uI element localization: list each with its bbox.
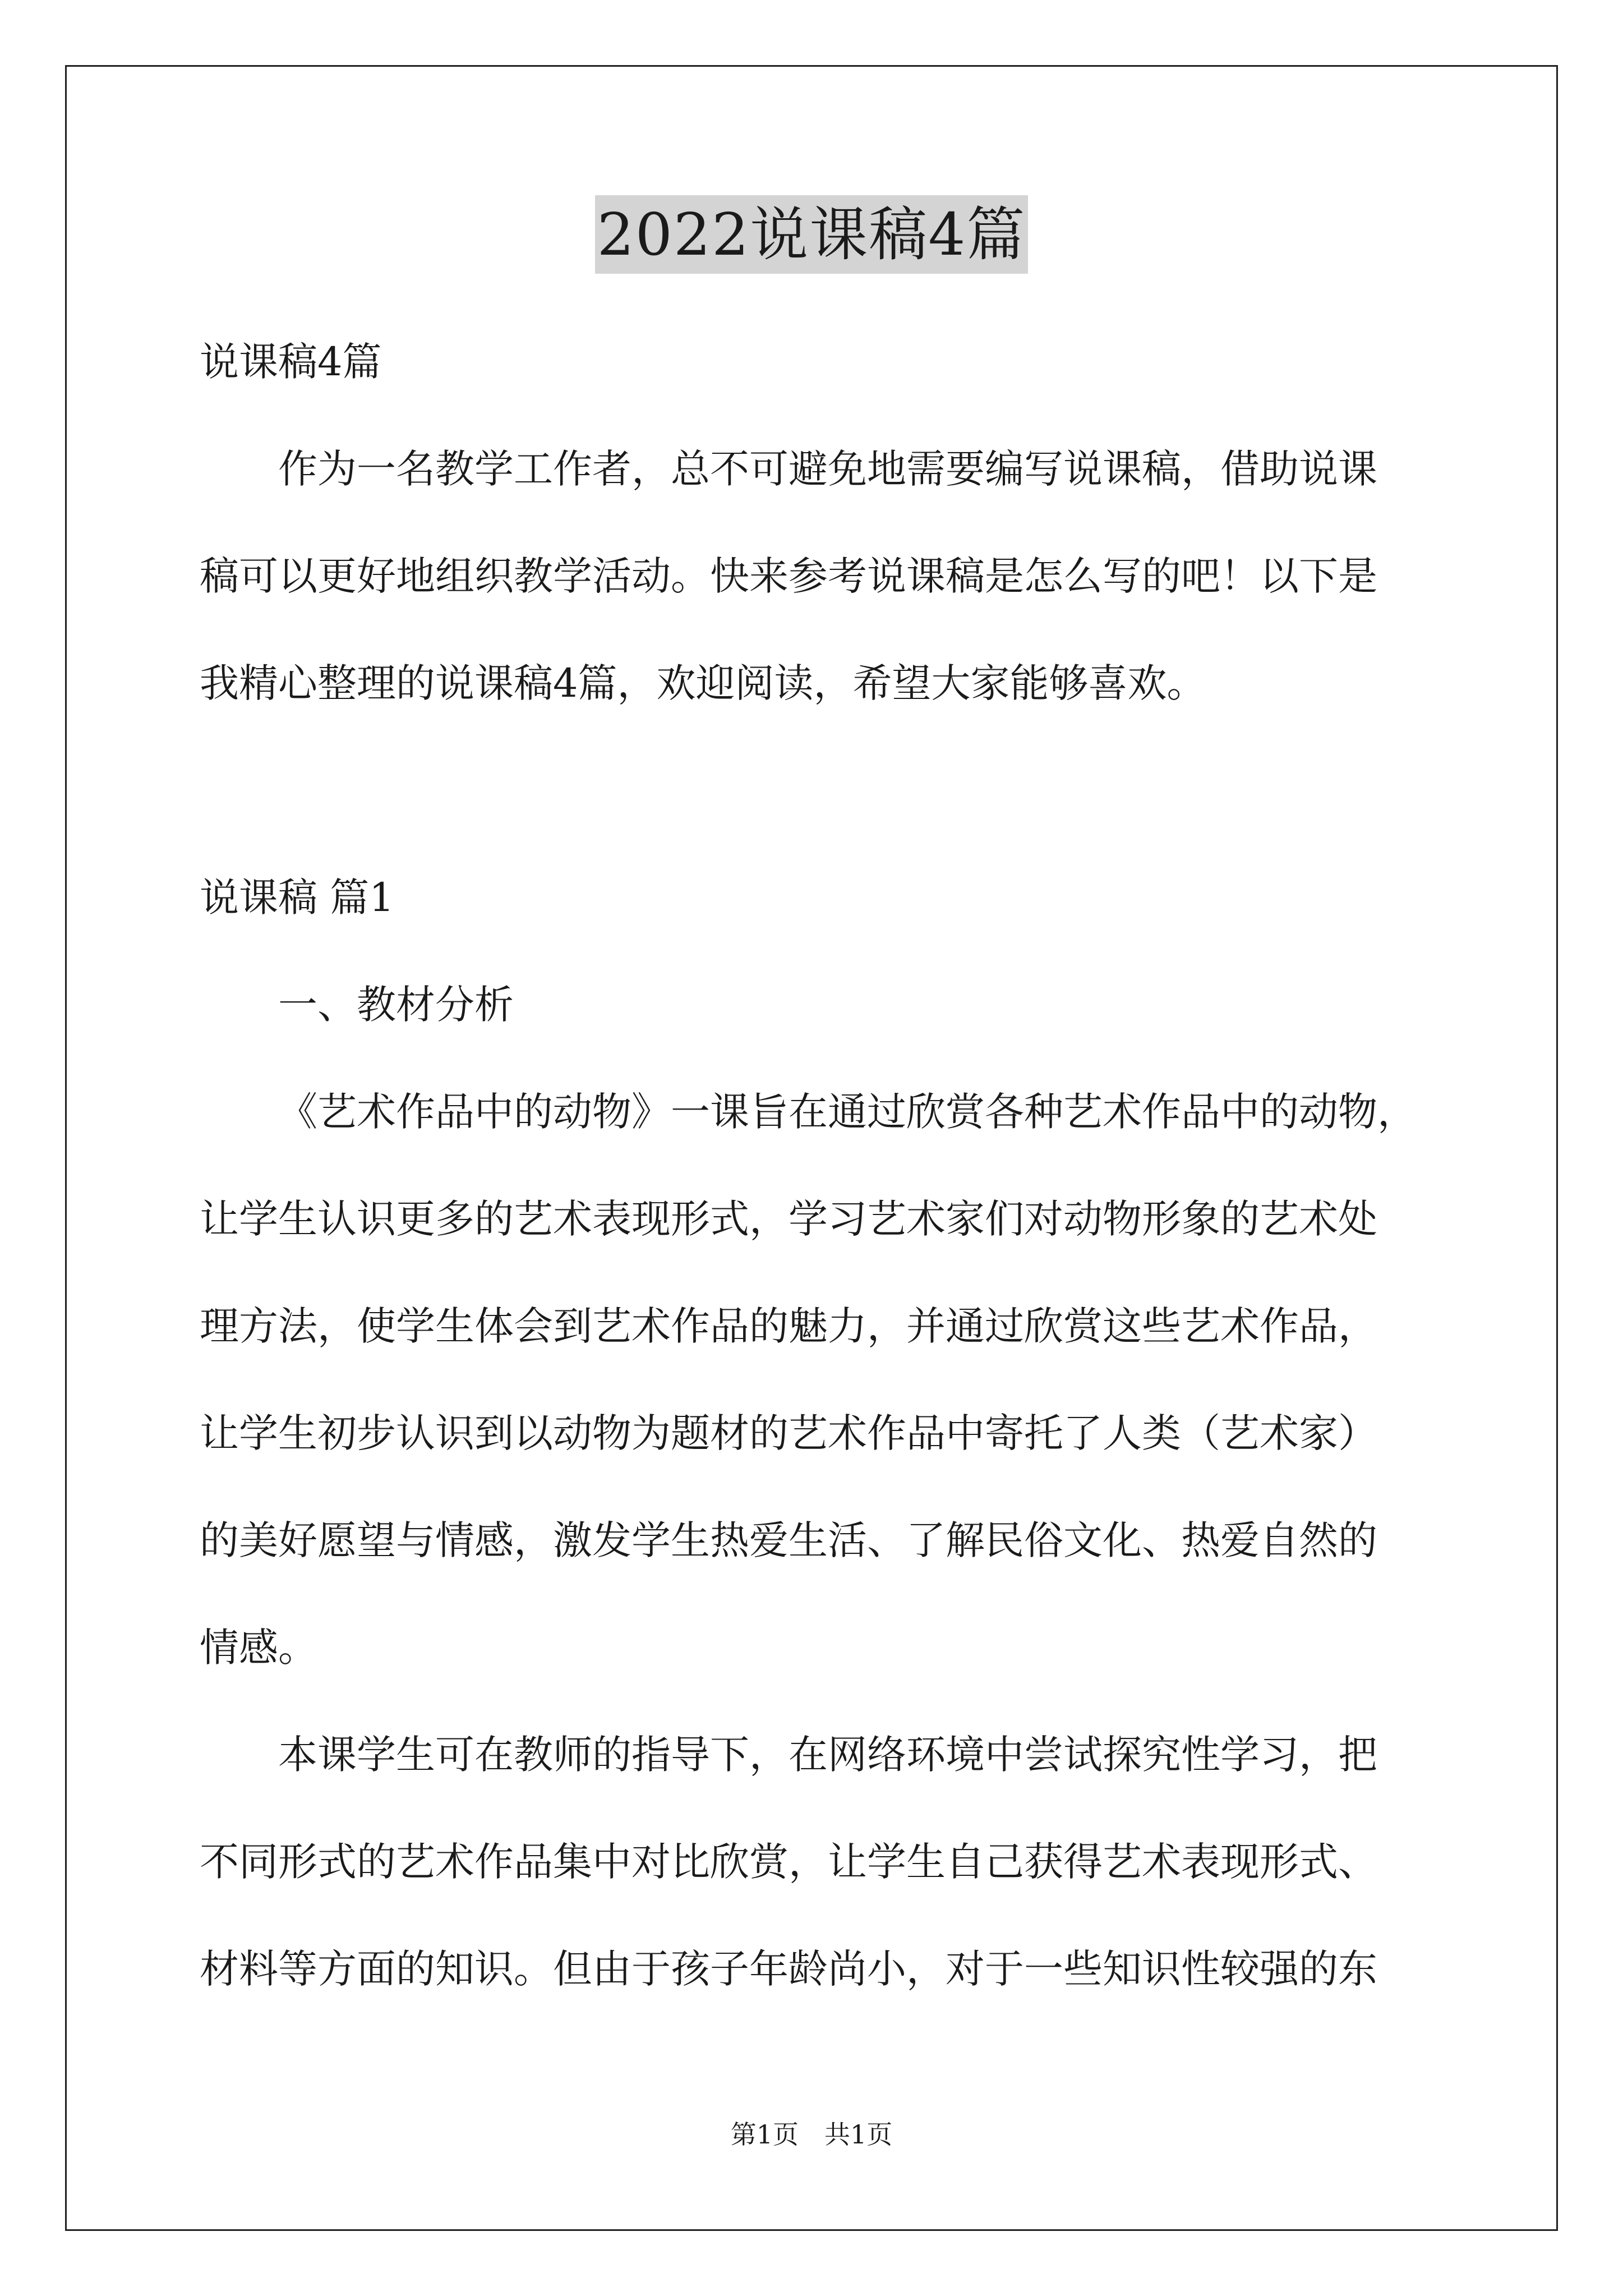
paragraph-line: 理方法，使学生体会到艺术作品的魅力，并通过欣赏这些艺术作品， [200, 1303, 1377, 1349]
paragraph-line: 让学生认识更多的艺术表现形式，学习艺术家们对动物形象的艺术处 [200, 1196, 1377, 1242]
subheading: 一、教材分析 [278, 982, 514, 1028]
paragraph-line: 本课学生可在教师的指导下，在网络环境中尝试探究性学习，把 [278, 1732, 1377, 1778]
paragraph-line: 情感。 [200, 1625, 317, 1671]
intro-line: 我精心整理的说课稿4篇，欢迎阅读，希望大家能够喜欢。 [200, 660, 1206, 706]
paragraph-line: 的美好愿望与情感，激发学生热爱生活、了解民俗文化、热爱自然的 [200, 1517, 1377, 1563]
section-heading: 说课稿 篇1 [200, 875, 394, 921]
paragraph-line: 材料等方面的知识。但由于孩子年龄尚小，对于一些知识性较强的东 [200, 1946, 1377, 1992]
intro-line: 稿可以更好地组织教学活动。快来参考说课稿是怎么写的吧！以下是 [200, 553, 1377, 599]
document-body [200, 309, 1450, 2023]
title-container [0, 195, 1623, 274]
document-title: 2022说课稿4篇 [595, 195, 1029, 274]
paragraph-line: 《艺术作品中的动物》一课旨在通过欣赏各种艺术作品中的动物， [278, 1089, 1417, 1135]
paragraph-line: 让学生初步认识到以动物为题材的艺术作品中寄托了人类（艺术家） [200, 1410, 1377, 1456]
subtitle: 说课稿4篇 [200, 339, 382, 385]
page-footer: 第1页 共1页 [730, 2119, 893, 2150]
blank-line [200, 737, 1450, 844]
paragraph-line: 不同形式的艺术作品集中对比欣赏，让学生自己获得艺术表现形式、 [200, 1839, 1377, 1885]
intro-line: 作为一名教学工作者，总不可避免地需要编写说课稿，借助说课 [278, 446, 1377, 492]
